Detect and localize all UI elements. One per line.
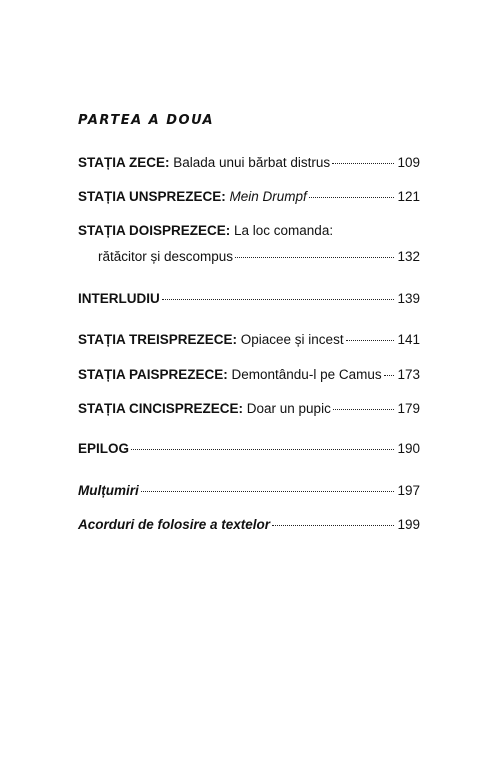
- toc-entry-page: 132: [397, 249, 420, 264]
- toc-entry-lead: STAȚIA DOISPREZECE:: [78, 223, 231, 238]
- toc-entry-interludiu: [78, 290, 420, 308]
- toc-entry-title-continuation: rătăcitor și descompus: [98, 249, 234, 264]
- toc-entry-statia-treisprezece: [78, 331, 420, 349]
- toc-entry-continuation: [98, 248, 420, 266]
- dot-leader: [309, 197, 395, 198]
- dot-leader: [333, 409, 395, 410]
- toc-entry-epilog: [78, 440, 420, 458]
- toc-entry-page: 109: [397, 155, 420, 170]
- toc-entry-statia-doisprezece: [78, 222, 333, 240]
- toc-entry-statia-paisprezece: [78, 366, 420, 384]
- toc-entry-page: 173: [397, 367, 420, 382]
- toc-entry-title: Opiacee și incest: [237, 332, 344, 347]
- toc-entry-statia-cincisprezece: [78, 400, 420, 418]
- toc-entry-lead: EPILOG: [78, 441, 130, 456]
- toc-entry-lead: STAȚIA ZECE:: [78, 155, 170, 170]
- toc-entry-title: Balada unui bărbat distrus: [169, 155, 331, 170]
- toc-entry-title: La loc comanda:: [230, 223, 334, 238]
- dot-leader: [162, 299, 395, 300]
- toc-entry-page: 190: [397, 441, 420, 456]
- part-title: PARTEA A DOUA: [78, 113, 215, 128]
- toc-entry-page: 139: [397, 291, 420, 306]
- toc-entry-title: Demontându-l pe Camus: [227, 367, 382, 382]
- toc-entry-page: 141: [397, 332, 420, 347]
- dot-leader: [332, 163, 394, 164]
- dot-leader: [131, 449, 394, 450]
- toc-entry-lead: STAȚIA CINCISPREZECE:: [78, 401, 244, 416]
- toc-entry-multumiri: [78, 482, 420, 500]
- dot-leader: [346, 340, 395, 341]
- toc-entry-page: 199: [397, 517, 420, 532]
- toc-entry-page: 179: [397, 401, 420, 416]
- toc-entry-title: Doar un pupic: [243, 401, 331, 416]
- toc-entry-lead: STAȚIA UNSPREZECE:: [78, 189, 226, 204]
- toc-entry-statia-zece: [78, 154, 420, 172]
- dot-leader: [141, 491, 395, 492]
- dot-leader: [235, 257, 394, 258]
- toc-entry-acorduri: [78, 516, 420, 534]
- toc-entry-title: Mein Drumpf: [225, 189, 307, 204]
- toc-entry-title: Mulțumiri: [78, 483, 139, 498]
- toc-entry-page: 197: [397, 483, 420, 498]
- toc-entry-title: Acorduri de folosire a textelor: [78, 517, 271, 532]
- toc-entry-lead: STAȚIA TREISPREZECE:: [78, 332, 238, 347]
- toc-entry-page: 121: [397, 189, 420, 204]
- dot-leader: [272, 525, 394, 526]
- dot-leader: [384, 375, 395, 376]
- toc-entry-lead: INTERLUDIU: [78, 291, 160, 306]
- toc-entry-lead: STAȚIA PAISPREZECE:: [78, 367, 228, 382]
- toc-entry-statia-unsprezece: [78, 188, 420, 206]
